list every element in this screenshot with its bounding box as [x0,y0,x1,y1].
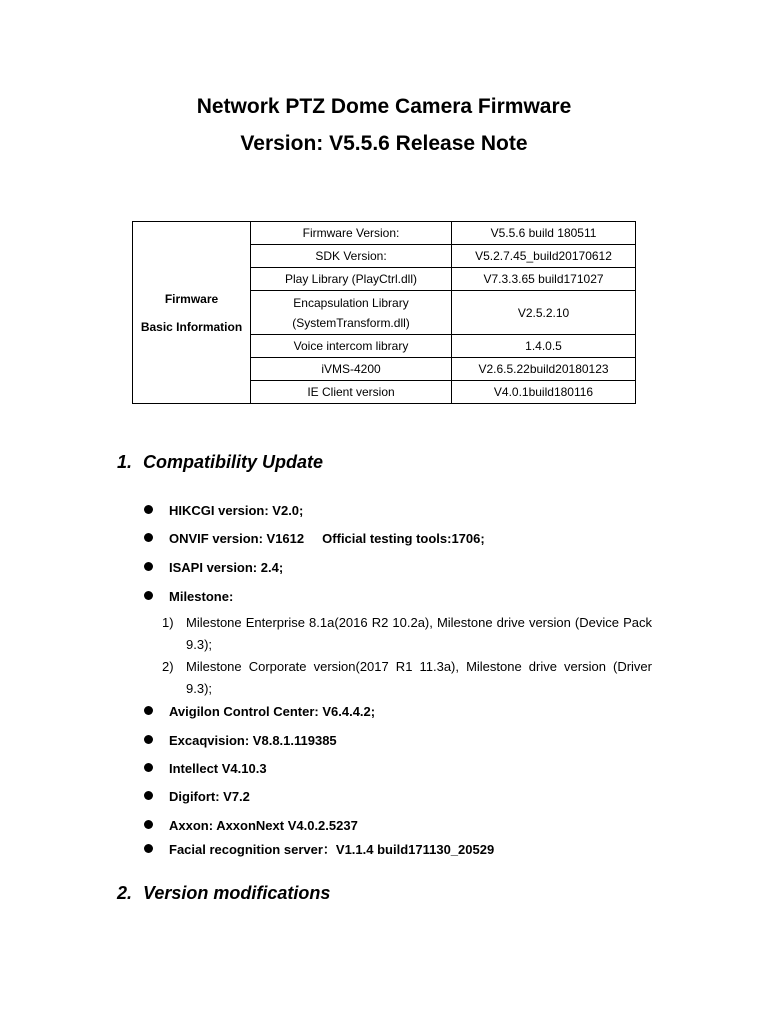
table-cell-value: V2.6.5.22build20180123 [452,358,636,381]
bullet-icon [144,820,153,829]
section-title: Version modifications [143,883,331,903]
sub-item-number: 2) [162,659,174,674]
bullet-icon [144,763,153,772]
sub-item-text: Milestone Enterprise 8.1a(2016 R2 10.2a), Milestone drive version (Device Pack 9.3); [186,615,652,652]
encapsulation-label-line-2: (SystemTransform.dll) [292,315,410,330]
table-cell-label [251,291,452,335]
list-item-text: Milestone: [169,589,234,604]
list-item [144,788,250,806]
bullet-icon [144,735,153,744]
document-title-line-2: Version: V5.5.6 Release Note [240,132,528,155]
section-number: 2. [117,883,133,903]
list-item [144,703,375,721]
firmware-info-table [132,221,636,404]
table-cell-value: V5.2.7.45_build20170612 [452,245,636,268]
bullet-icon [144,844,153,853]
group-label-line-2: Basic Information [140,319,243,334]
bullet-icon [144,533,153,542]
table-cell-label: Firmware Version: [251,222,452,245]
list-item-text: Digifort: V7.2 [169,789,250,804]
section-heading-version-modifications [117,881,330,905]
list-item [144,817,358,835]
table-cell-label: IE Client version [251,381,452,404]
section-number: 1. [117,452,133,472]
bullet-icon [144,505,153,514]
table-cell-label: SDK Version: [251,245,452,268]
list-item-text: HIKCGI version: V2.0; [169,503,304,518]
bullet-icon [144,706,153,715]
list-item-text: Axxon: AxxonNext V4.0.2.5237 [169,818,358,833]
table-cell-value: V4.0.1build180116 [452,381,636,404]
table-row [133,222,636,245]
list-item [144,841,494,859]
table-cell-value: V5.5.6 build 180511 [452,222,636,245]
list-item [144,760,267,778]
list-item-text: Intellect V4.10.3 [169,761,267,776]
group-label-line-1: Firmware [164,291,219,306]
table-cell-value: V2.5.2.10 [452,291,636,335]
table-cell-label: Play Library (PlayCtrl.dll) [251,268,452,291]
list-item [144,732,337,750]
sub-item-number: 1) [162,615,174,630]
section-title: Compatibility Update [143,452,324,472]
table-cell-value: 1.4.0.5 [452,335,636,358]
list-item-text: Excaqvision: V8.8.1.119385 [169,733,337,748]
list-item [144,530,485,548]
bullet-icon [144,591,153,600]
list-item-text: Facial recognition server：V1.1.4 build171130_20529 [169,842,495,857]
firmware-basic-info-label [133,222,251,404]
table-cell-label: iVMS-4200 [251,358,452,381]
encapsulation-label-line-1: Encapsulation Library [293,295,409,310]
document-title-line-1: Network PTZ Dome Camera Firmware [196,95,572,118]
list-item [144,588,233,606]
bullet-icon [144,562,153,571]
sub-list-item [162,656,652,700]
table-cell-label: Voice intercom library [251,335,452,358]
list-item [144,559,283,577]
table-cell-value: V7.3.3.65 build171027 [452,268,636,291]
list-item [144,502,303,520]
list-item-text: ISAPI version: 2.4; [169,560,284,575]
list-item-text: Avigilon Control Center: V6.4.4.2; [169,704,376,719]
sub-list-item [162,612,652,656]
sub-item-text: Milestone Corporate version(2017 R1 11.3a), Milestone drive version (Driver 9.3); [186,659,652,696]
section-heading-compatibility [117,450,323,474]
bullet-icon [144,791,153,800]
list-item-text: ONVIF version: V1612 Official testing tools:1706; [169,531,485,546]
